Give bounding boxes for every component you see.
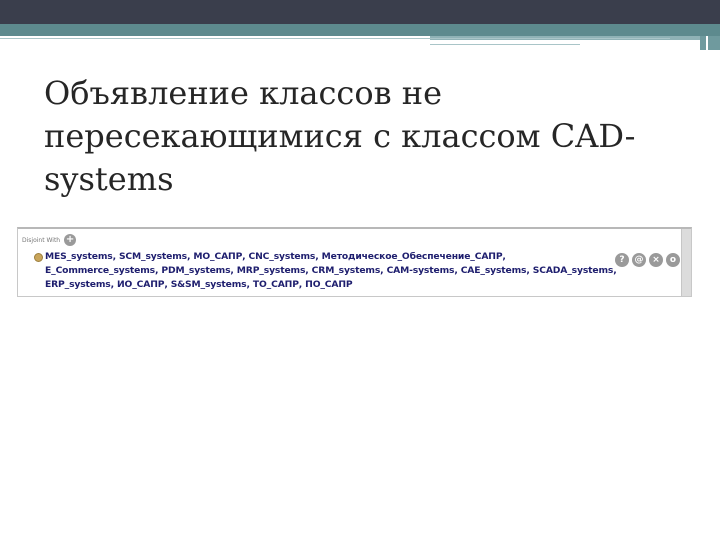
panel-scrollbar[interactable] <box>681 229 691 296</box>
class-list-line: MES_systems, SCM_systems, MO_САПР, CNC_systems, Методическое_Обеспечение_САПР, <box>45 251 506 262</box>
class-list-line: ERP_systems, ИО_САПР, S&SM_systems, ТО_САПР, ПО_САПР <box>45 279 353 290</box>
class-list-line: E_Commerce_systems, PDM_systems, MRP_systems, CRM_systems, CAM-systems, CAE_systems, SCADA_systems, <box>45 265 617 276</box>
annotate-icon[interactable]: @ <box>632 253 646 267</box>
row-actions <box>615 253 680 267</box>
disjoint-class-list <box>45 250 617 292</box>
help-icon[interactable]: ? <box>615 253 629 267</box>
delete-icon[interactable]: × <box>649 253 663 267</box>
disjoint-with-panel <box>17 227 692 297</box>
class-bullet-icon <box>34 253 43 262</box>
disjoint-with-label: Disjoint With <box>22 236 61 244</box>
slide-title <box>44 72 684 201</box>
slide-title-line-3: systems <box>44 160 174 198</box>
header-band-teal <box>0 24 720 36</box>
slide-title-line-2: пересекающимися с классом CAD- <box>44 117 636 155</box>
disjoint-with-header <box>22 232 76 248</box>
add-disjoint-class-icon[interactable]: + <box>65 234 75 245</box>
header-band-dark <box>0 0 720 24</box>
slide-title-line-1: Объявление классов не <box>44 74 443 112</box>
header-divider-line <box>0 38 670 39</box>
header-corner-block <box>700 36 720 50</box>
edit-icon[interactable]: o <box>666 253 680 267</box>
header-corner-gap <box>706 36 708 50</box>
header-divider-line-short <box>430 44 580 45</box>
